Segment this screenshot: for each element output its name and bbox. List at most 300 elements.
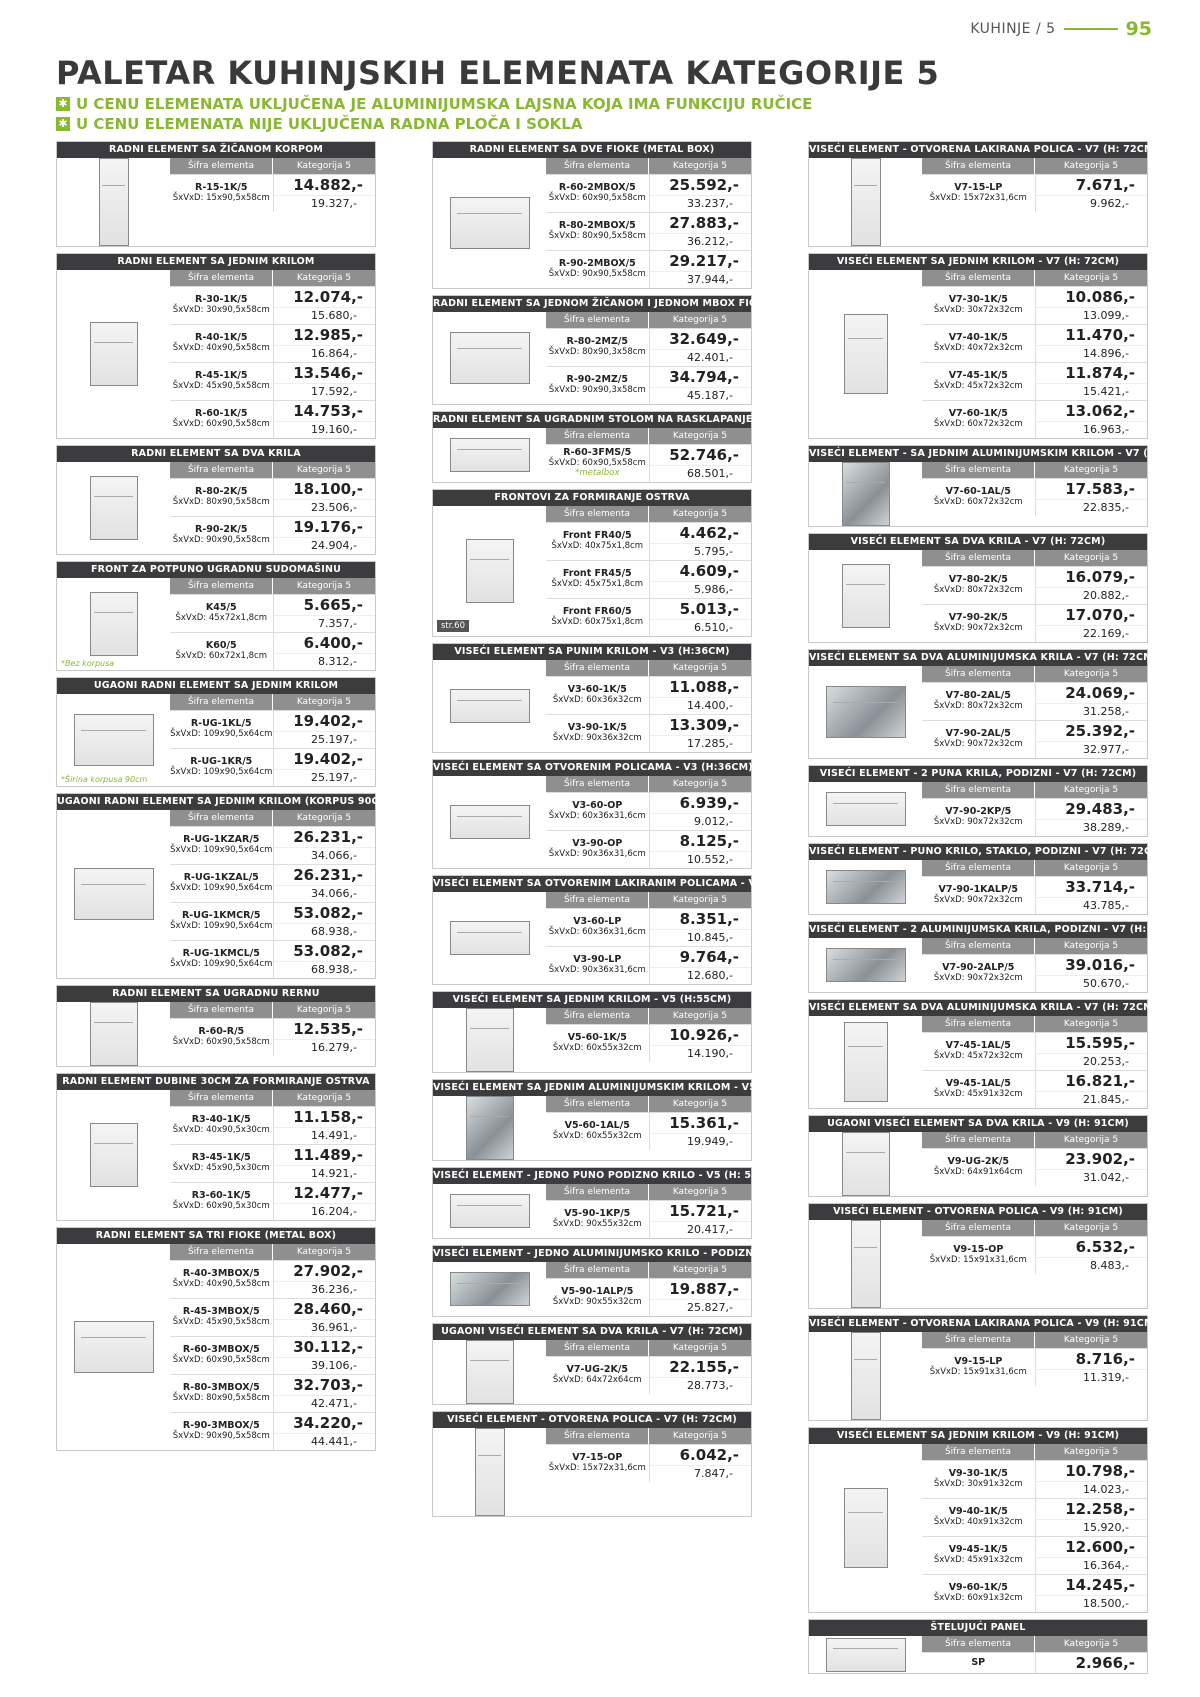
table-header — [170, 1244, 375, 1260]
product-box — [808, 649, 1158, 759]
price-cell — [273, 941, 376, 978]
product-box — [432, 875, 818, 985]
item-dimensions: ŠxVxD: 109x90,5x64cm — [170, 921, 273, 932]
price-table — [546, 1184, 751, 1238]
regular-price: 8.312,- — [273, 653, 376, 670]
item-dimensions: ŠxVxD: 30x90,5x58cm — [172, 305, 270, 316]
item-code-cell — [546, 213, 649, 250]
table-header — [546, 1340, 751, 1356]
price: 8.351,- — [649, 909, 752, 929]
item-code-cell — [922, 325, 1035, 362]
box-body — [809, 782, 1147, 836]
box-body — [57, 270, 375, 438]
item-code: R-45-3MBOX/5 — [182, 1306, 260, 1318]
product-illustration-cell — [809, 666, 922, 758]
price: 30.112,- — [273, 1337, 376, 1357]
price-cell — [1035, 479, 1148, 516]
price-cell — [1035, 1653, 1148, 1673]
price-table — [546, 158, 751, 288]
product-illustration-cell — [433, 506, 546, 636]
code-header: Šifra elementa — [922, 860, 1035, 876]
box-body — [809, 462, 1147, 526]
code-header: Šifra elementa — [922, 550, 1035, 566]
box-body — [809, 1636, 1147, 1673]
product-illustration-cell — [57, 1002, 170, 1066]
cabinet-illustration — [851, 1332, 881, 1420]
price-cell — [1035, 287, 1148, 324]
item-dimensions: ŠxVxD: 90x90,5x58cm — [172, 1431, 270, 1442]
table-row — [546, 328, 751, 366]
price-cell — [1035, 363, 1148, 400]
item-code: V7-45-1K/5 — [948, 370, 1008, 382]
box-body — [57, 810, 375, 978]
box-body — [57, 694, 375, 786]
category-header: Kategorija 5 — [1063, 1639, 1119, 1649]
regular-price: 15.680,- — [273, 307, 376, 324]
item-code: V9-40-1K/5 — [948, 1506, 1008, 1518]
price: 5.665,- — [273, 595, 376, 615]
price-table — [922, 158, 1147, 246]
table-row — [170, 478, 375, 516]
regular-price: 14.023,- — [1035, 1481, 1148, 1498]
box-body — [809, 666, 1147, 758]
box-body — [57, 1090, 375, 1220]
code-header: Šifra elementa — [546, 1340, 649, 1356]
item-dimensions: ŠxVxD: 45x72x32cm — [933, 1051, 1023, 1062]
item-code-cell — [922, 1461, 1035, 1498]
product-illustration-cell — [809, 782, 922, 836]
table-header — [922, 550, 1147, 566]
price: 6.532,- — [1035, 1237, 1148, 1257]
product-illustration-cell — [433, 1262, 546, 1316]
table-header — [922, 666, 1147, 682]
price: 8.125,- — [649, 831, 752, 851]
price: 11.470,- — [1035, 325, 1148, 345]
box-body — [433, 1008, 751, 1072]
box-title: RADNI ELEMENT DUBINE 30CM ZA FORMIRANJE OSTRVA — [57, 1074, 375, 1090]
item-dimensions: ŠxVxD: 60x72x1,8cm — [175, 651, 268, 662]
footnote: *Bez korpusa — [61, 659, 115, 668]
box-title: VISEĆI ELEMENT - JEDNO ALUMINIJUMSKO KRILO - PODIZNO - V5 (H: 55CM) — [433, 1246, 751, 1262]
category-header: Kategorija 5 — [672, 1099, 728, 1109]
item-code: R-90-2MZ/5 — [566, 374, 628, 386]
item-dimensions: ŠxVxD: 60x90,5x58cm — [172, 1355, 270, 1366]
item-code: V3-90-1K/5 — [567, 722, 627, 734]
item-dimensions: ŠxVxD: 90x72x32cm — [933, 973, 1023, 984]
item-code-cell — [922, 1499, 1035, 1536]
table-row — [922, 286, 1147, 324]
cabinet-illustration — [466, 539, 514, 603]
item-code-cell — [922, 721, 1035, 758]
price: 28.460,- — [273, 1299, 376, 1319]
item-code: R-80-3MBOX/5 — [182, 1382, 260, 1394]
table-row — [170, 516, 375, 554]
regular-price: 37.944,- — [649, 271, 752, 288]
code-header: Šifra elementa — [546, 1428, 649, 1444]
table-header — [922, 782, 1147, 798]
regular-price: 25.827,- — [649, 1299, 752, 1316]
box-title: RADNI ELEMENT SA TRI FIOKE (METAL BOX) — [57, 1228, 375, 1244]
item-code-cell — [170, 1337, 273, 1374]
price-cell — [273, 1107, 376, 1144]
regular-price: 25.197,- — [273, 731, 376, 748]
box-body — [57, 578, 375, 670]
product-box — [432, 295, 783, 405]
cabinet-illustration — [466, 1096, 514, 1160]
item-code-cell — [170, 1183, 273, 1220]
price-table — [922, 550, 1147, 642]
item-code-cell — [922, 175, 1035, 212]
table-row — [170, 1374, 375, 1412]
price: 33.714,- — [1035, 877, 1148, 897]
box-title: VISEĆI ELEMENT - OTVORENA POLICA - V9 (H: 91CM) — [809, 1204, 1147, 1220]
item-dimensions: ŠxVxD: 60x55x32cm — [552, 1043, 642, 1054]
item-dimensions: ŠxVxD: 45x90,5x58cm — [172, 381, 270, 392]
regular-price: 16.364,- — [1035, 1557, 1148, 1574]
item-code: R-15-1K/5 — [195, 182, 248, 194]
price-cell — [1035, 683, 1148, 720]
product-illustration-cell — [809, 1132, 922, 1196]
price-cell — [273, 749, 376, 786]
table-header — [170, 1002, 375, 1018]
cabinet-illustration — [90, 1002, 138, 1066]
table-header — [922, 1332, 1147, 1348]
box-body — [433, 660, 751, 752]
item-dimensions: ŠxVxD: 90x90,5x58cm — [172, 535, 270, 546]
category-header: Kategorija 5 — [296, 273, 352, 283]
box-title: RADNI ELEMENT SA JEDNOM ŽIČANOM I JEDNOM MBOX FIOKOM — [433, 296, 751, 312]
table-header — [922, 860, 1147, 876]
category-header: Kategorija 5 — [296, 465, 352, 475]
box-title: UGAONI VISEĆI ELEMENT SA DVA KRILA - V7 (H: 72CM) — [433, 1324, 751, 1340]
item-code-cell — [546, 793, 649, 830]
category-header: Kategorija 5 — [672, 1187, 728, 1197]
price: 25.592,- — [649, 175, 752, 195]
price-cell — [649, 1357, 752, 1394]
item-dimensions: ŠxVxD: 40x91x32cm — [933, 1517, 1023, 1528]
item-code-cell — [170, 1299, 273, 1336]
item-dimensions: ŠxVxD: 90x36x31,6cm — [548, 965, 646, 976]
item-code: R-30-1K/5 — [195, 294, 248, 306]
code-header: Šifra elementa — [170, 1090, 273, 1106]
product-illustration-cell — [57, 1090, 170, 1220]
price: 11.158,- — [273, 1107, 376, 1127]
price-cell — [1035, 1149, 1148, 1186]
box-title: VISEĆI ELEMENT - OTVORENA POLICA - V7 (H: 72CM) — [433, 1412, 751, 1428]
box-body — [57, 1244, 375, 1450]
regular-price: 8.483,- — [1035, 1257, 1148, 1274]
item-code: V7-90-2KP/5 — [945, 806, 1012, 818]
table-row — [170, 362, 375, 400]
item-dimensions: ŠxVxD: 60x90,5x58cm — [548, 458, 646, 469]
table-header — [170, 810, 375, 826]
price: 19.402,- — [273, 749, 376, 769]
item-code-cell — [546, 561, 649, 598]
category-header: Kategorija 5 — [672, 431, 728, 441]
item-code-cell — [170, 1261, 273, 1298]
table-row — [546, 792, 751, 830]
table-header — [922, 1220, 1147, 1236]
price-cell — [273, 1145, 376, 1182]
regular-price: 23.506,- — [273, 499, 376, 516]
price-cell — [1035, 1033, 1148, 1070]
cabinet-illustration — [844, 314, 888, 394]
price-table — [170, 462, 375, 554]
cabinet-illustration — [90, 1123, 138, 1187]
price: 18.100,- — [273, 479, 376, 499]
price: 15.595,- — [1035, 1033, 1148, 1053]
cabinet-illustration — [842, 1132, 890, 1196]
category-header: Kategorija 5 — [672, 895, 728, 905]
table-row — [170, 710, 375, 748]
item-dimensions: ŠxVxD: 40x75x1,8cm — [551, 541, 644, 552]
price-cell — [1035, 955, 1148, 992]
star-icon: ✱ — [56, 97, 70, 111]
price-table — [546, 892, 751, 984]
price-cell — [1035, 1071, 1148, 1108]
price-table — [922, 1132, 1147, 1196]
table-header — [546, 312, 751, 328]
item-dimensions: ŠxVxD: 90x55x32cm — [552, 1297, 642, 1308]
product-illustration-cell — [809, 1444, 922, 1612]
item-code: R-80-2K/5 — [195, 486, 248, 498]
price: 2.966,- — [1035, 1653, 1148, 1673]
item-dimensions: ŠxVxD: 60x72x32cm — [933, 419, 1023, 430]
table-header — [170, 270, 375, 286]
product-illustration-cell — [57, 462, 170, 554]
item-code-cell — [170, 1375, 273, 1412]
code-header: Šifra elementa — [546, 892, 649, 908]
box-body — [433, 1340, 751, 1404]
code-header: Šifra elementa — [170, 694, 273, 710]
product-box — [432, 1323, 752, 1405]
price-cell — [1035, 401, 1148, 438]
category-header: Kategorija 5 — [672, 1011, 728, 1021]
item-code-cell — [546, 909, 649, 946]
regular-price: 21.845,- — [1035, 1091, 1148, 1108]
price: 12.477,- — [273, 1183, 376, 1203]
code-header: Šifra elementa — [546, 776, 649, 792]
category-header: Kategorija 5 — [296, 813, 352, 823]
price: 23.902,- — [1035, 1149, 1148, 1169]
item-code-cell — [922, 605, 1035, 642]
box-title: VISEĆI ELEMENT SA DVA ALUMINIJUMSKA KRILA - V7 (H: 72CM) — [809, 1000, 1147, 1016]
table-row — [922, 1536, 1147, 1574]
regular-price: 32.977,- — [1035, 741, 1148, 758]
product-illustration-cell — [433, 892, 546, 984]
product-box — [56, 445, 376, 555]
table-row — [170, 748, 375, 786]
cabinet-illustration — [466, 1340, 514, 1404]
product-box — [432, 489, 752, 637]
cabinet-illustration — [90, 322, 138, 386]
price-cell — [273, 711, 376, 748]
item-code-cell — [170, 1145, 273, 1182]
table-header — [922, 158, 1147, 174]
item-code: V7-60-1K/5 — [948, 408, 1008, 420]
price-cell — [273, 287, 376, 324]
table-row — [922, 1348, 1147, 1386]
product-illustration-cell — [433, 1340, 546, 1404]
product-box — [432, 1167, 780, 1239]
product-box — [808, 1427, 1148, 1613]
price-cell — [273, 1019, 376, 1056]
table-header — [170, 462, 375, 478]
price-table — [922, 782, 1147, 836]
product-box — [432, 1245, 846, 1317]
item-code: V7-80-2AL/5 — [945, 690, 1011, 702]
item-code-cell — [546, 1279, 649, 1316]
price-cell — [1035, 799, 1148, 836]
price: 32.703,- — [273, 1375, 376, 1395]
code-header: Šifra elementa — [922, 158, 1035, 174]
category-header: Kategorija 5 — [1063, 1223, 1119, 1233]
item-dimensions: ŠxVxD: 90x90,3x58cm — [548, 385, 646, 396]
price-table — [922, 860, 1147, 914]
section-label: KUHINJE / 5 — [970, 21, 1056, 37]
table-row — [170, 826, 375, 864]
item-code: V9-UG-2K/5 — [947, 1156, 1009, 1168]
table-row — [922, 1236, 1147, 1274]
table-row — [546, 830, 751, 868]
item-dimensions: ŠxVxD: 15x72x31,6cm — [929, 193, 1027, 204]
product-box — [808, 1115, 1148, 1197]
item-dimensions: ŠxVxD: 15x72x31,6cm — [548, 1463, 646, 1474]
price-table — [922, 1332, 1147, 1420]
table-row — [170, 324, 375, 362]
code-header: Šifra elementa — [922, 782, 1035, 798]
table-row — [170, 1260, 375, 1298]
price: 25.392,- — [1035, 721, 1148, 741]
box-title: UGAONI RADNI ELEMENT SA JEDNIM KRILOM — [57, 678, 375, 694]
category-header: Kategorija 5 — [1063, 273, 1119, 283]
category-header: Kategorija 5 — [296, 161, 352, 171]
table-row — [922, 1460, 1147, 1498]
price-table — [922, 666, 1147, 758]
regular-price: 68.938,- — [273, 961, 376, 978]
product-illustration-cell — [433, 776, 546, 868]
price-cell — [1035, 721, 1148, 758]
table-row — [922, 1652, 1147, 1673]
note-text: U CENU ELEMENATA NIJE UKLJUČENA RADNA PLOČA I SOKLA — [76, 115, 583, 133]
item-code: R3-45-1K/5 — [191, 1152, 251, 1164]
item-code: V9-15-OP — [953, 1244, 1004, 1256]
item-code-cell — [546, 831, 649, 868]
item-code-cell — [922, 1653, 1035, 1673]
code-header: Šifra elementa — [170, 810, 273, 826]
price-table — [170, 578, 375, 670]
regular-price: 42.401,- — [649, 349, 752, 366]
table-row — [546, 1278, 751, 1316]
cabinet-illustration — [450, 921, 530, 955]
regular-price: 5.795,- — [649, 543, 752, 560]
table-row — [170, 1298, 375, 1336]
table-header — [546, 158, 751, 174]
product-box — [56, 141, 376, 247]
price-cell — [1035, 1461, 1148, 1498]
item-code: V7-80-2K/5 — [948, 574, 1008, 586]
category-header: Kategorija 5 — [1063, 863, 1119, 873]
item-dimensions: ŠxVxD: 30x72x32cm — [933, 305, 1023, 316]
item-code: Front FR60/5 — [562, 606, 632, 618]
price: 17.070,- — [1035, 605, 1148, 625]
code-header: Šifra elementa — [170, 270, 273, 286]
item-dimensions: ŠxVxD: 90x72x32cm — [933, 895, 1023, 906]
item-dimensions: ŠxVxD: 45x90,5x58cm — [172, 1317, 270, 1328]
price: 53.082,- — [273, 941, 376, 961]
price: 12.985,- — [273, 325, 376, 345]
code-header: Šifra elementa — [546, 1008, 649, 1024]
table-row — [922, 566, 1147, 604]
table-header — [546, 1262, 751, 1278]
code-header: Šifra elementa — [546, 1262, 649, 1278]
item-code: R-60-R/5 — [198, 1026, 245, 1038]
price-table — [922, 1636, 1147, 1673]
item-code-cell — [922, 1575, 1035, 1612]
item-code-cell — [546, 715, 649, 752]
price-cell — [649, 523, 752, 560]
price-cell — [649, 251, 752, 288]
box-title: FRONT ZA POTPUNO UGRADNU SUDOMAŠINU — [57, 562, 375, 578]
item-code: V3-60-1K/5 — [567, 684, 627, 696]
box-title: VISEĆI ELEMENT SA DVA ALUMINIJUMSKA KRILA - V7 (H: 72CM) — [809, 650, 1147, 666]
regular-price: 9.012,- — [649, 813, 752, 830]
category-header: Kategorija 5 — [672, 509, 728, 519]
item-code-cell — [922, 1071, 1035, 1108]
price: 10.086,- — [1035, 287, 1148, 307]
code-header: Šifra elementa — [922, 1132, 1035, 1148]
item-code-cell — [170, 287, 273, 324]
price: 11.088,- — [649, 677, 752, 697]
price-cell — [1035, 175, 1148, 212]
table-row — [922, 604, 1147, 642]
cabinet-illustration — [450, 689, 530, 723]
note — [56, 114, 812, 134]
regular-price: 33.237,- — [649, 195, 752, 212]
price-table — [546, 1262, 751, 1316]
price: 22.155,- — [649, 1357, 752, 1377]
cabinet-illustration — [851, 1220, 881, 1308]
box-title: VISEĆI ELEMENT SA PUNIM KRILOM - V3 (H:36CM) — [433, 644, 751, 660]
item-code: R-90-2K/5 — [195, 524, 248, 536]
table-row — [546, 1356, 751, 1394]
price-cell — [273, 1337, 376, 1374]
item-code: V3-90-LP — [573, 954, 622, 966]
table-row — [546, 366, 751, 404]
item-dimensions: ŠxVxD: 64x91x64cm — [933, 1167, 1023, 1178]
item-code: V9-45-1K/5 — [948, 1544, 1008, 1556]
table-row — [170, 1336, 375, 1374]
item-dimensions: ŠxVxD: 15x91x31,6cm — [929, 1255, 1027, 1266]
cabinet-illustration — [74, 714, 154, 766]
table-header — [546, 1008, 751, 1024]
category-header: Kategorija 5 — [672, 161, 728, 171]
price-cell — [649, 213, 752, 250]
item-code: R-40-1K/5 — [195, 332, 248, 344]
price: 12.535,- — [273, 1019, 376, 1039]
regular-price: 14.896,- — [1035, 345, 1148, 362]
category-header: Kategorija 5 — [672, 1431, 728, 1441]
item-code-cell — [546, 445, 649, 482]
table-row — [922, 1574, 1147, 1612]
item-code: V7-90-2K/5 — [948, 612, 1008, 624]
price-cell — [273, 1183, 376, 1220]
item-code-cell — [546, 1445, 649, 1482]
product-illustration-cell — [57, 158, 170, 246]
category-header: Kategorija 5 — [672, 1265, 728, 1275]
table-row — [170, 1182, 375, 1220]
regular-price: 11.319,- — [1035, 1369, 1148, 1386]
